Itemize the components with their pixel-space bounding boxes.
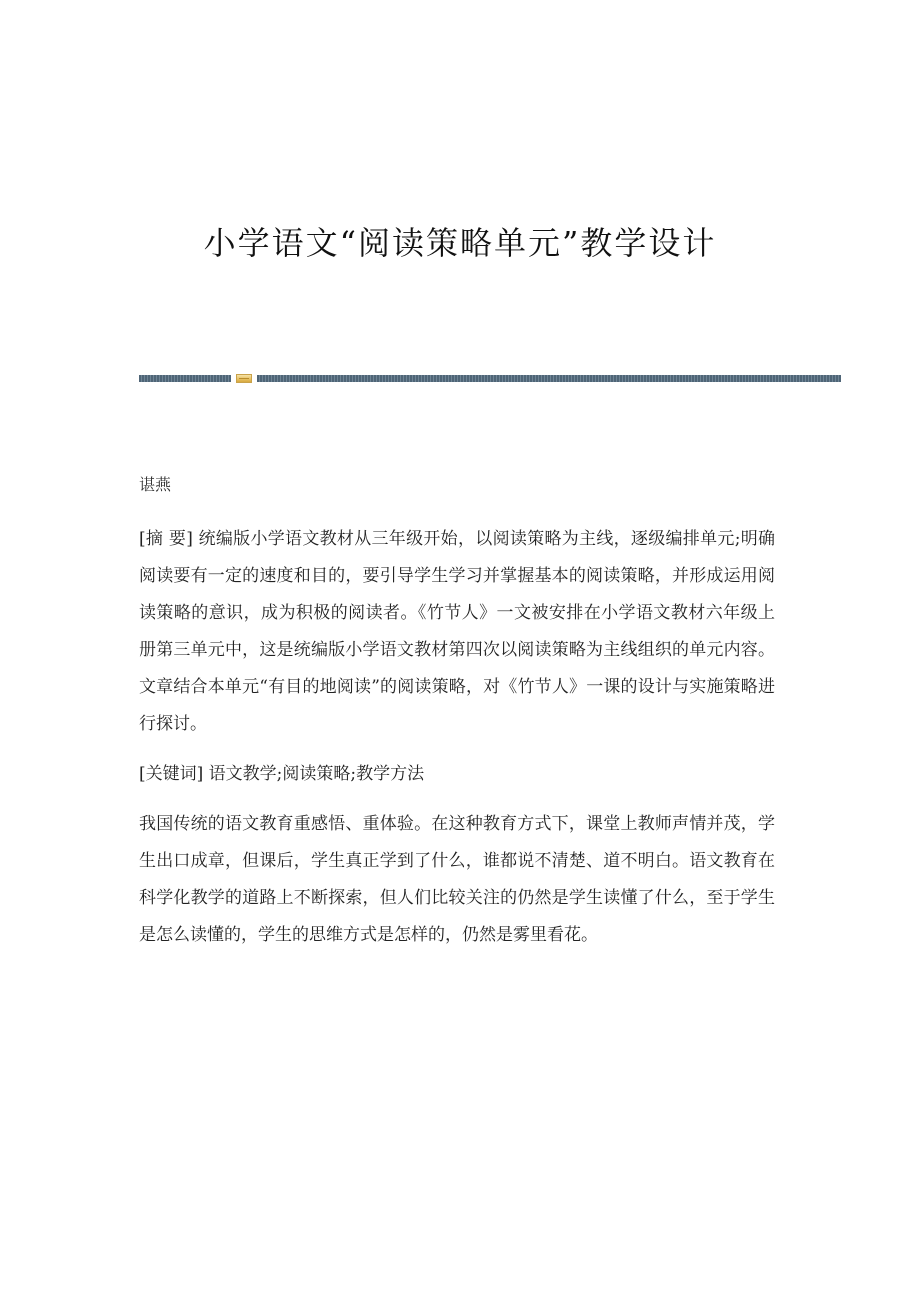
divider-bar-right <box>257 375 841 382</box>
author-name: 谌燕 <box>139 475 172 494</box>
abstract-label: [摘 要] <box>139 529 193 549</box>
document-body <box>139 521 775 967</box>
document-title: 小学语文“阅读策略单元”教学设计 <box>203 224 717 262</box>
body-paragraph: 我国传统的语文教育重感悟、重体验。在这种教育方式下，课堂上教师声情并茂，学生出口成章，但课后，学生真正学到了什么，谁都说不清楚、道不明白。语文教育在科学化教学的道路上不断探索，但人们比较关注的仍然是学生读懂了什么，至于学生是怎么读懂的，学生的思维方式是怎样的，仍然是雾里看花。 <box>139 814 775 945</box>
keywords-label: [关键词] <box>139 764 204 784</box>
title-divider <box>139 374 841 383</box>
divider-bar-left <box>139 375 231 382</box>
abstract-text: 统编版小学语文教材从三年级开始，以阅读策略为主线，逐级编排单元;明确阅读要有一定的速度和目的，要引导学生学习并掌握基本的阅读策略，并形成运用阅读策略的意识，成为积极的阅读者。《竹节人》一文被安排在小学语文教材六年级上册第三单元中，这是统编版小学语文教材第四次以阅读策略为主线组织的单元内容。文章结合本单元“有目的地阅读”的阅读策略，对《竹节人》一课的设计与实施策略进行探讨。 <box>139 529 776 734</box>
abstract-paragraph <box>139 521 775 743</box>
keywords-paragraph <box>139 756 775 793</box>
divider-ornament-icon <box>236 374 252 383</box>
keywords-text: 语文教学;阅读策略;教学方法 <box>208 764 425 784</box>
